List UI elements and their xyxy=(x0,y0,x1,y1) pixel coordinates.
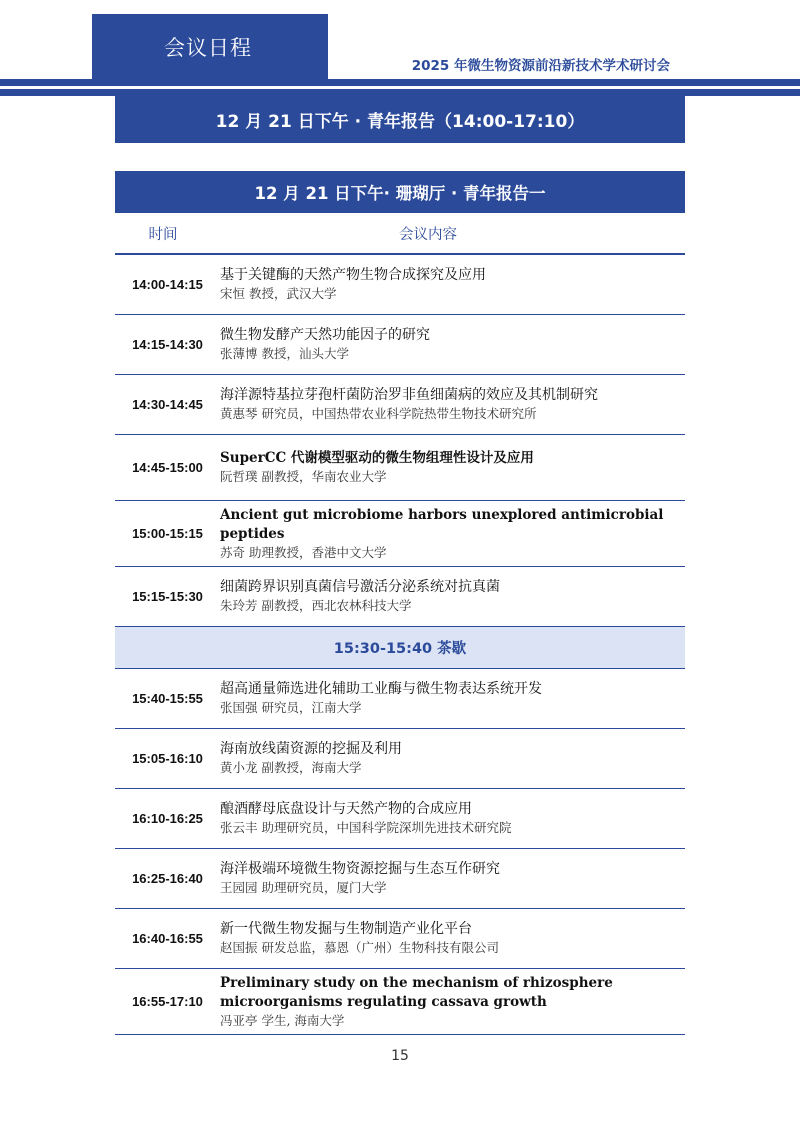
talk-time: 16:10-16:25 xyxy=(132,811,203,826)
tea-break-row: 15:30-15:40 茶歇 xyxy=(115,627,685,669)
event-name: 2025 年微生物资源前沿新技术学术研讨会 xyxy=(411,58,670,74)
talk-time: 14:30-14:45 xyxy=(132,397,203,412)
talk-content xyxy=(220,740,685,777)
talk-title: 海洋极端环境微生物资源挖掘与生态互作研究 xyxy=(220,861,500,877)
talk-speaker: 朱玲芳 副教授，西北农林科技大学 xyxy=(220,598,412,613)
talk-speaker: 黄小龙 副教授，海南大学 xyxy=(220,760,362,775)
table-row xyxy=(115,375,685,435)
talk-speaker: 王园园 助理研究员，厦门大学 xyxy=(220,880,387,895)
talk-speaker: 张国强 研究员，江南大学 xyxy=(220,700,362,715)
talk-content xyxy=(220,578,685,615)
talk-content xyxy=(220,386,685,423)
talk-speaker: 阮哲璞 副教授，华南农业大学 xyxy=(220,469,387,484)
session-title: 12 月 21 日下午· 珊瑚厅 · 青年报告一 xyxy=(115,171,685,213)
talk-speaker: 张云丰 助理研究员，中国科学院深圳先进技术研究院 xyxy=(220,820,512,835)
talk-content xyxy=(220,266,685,303)
talk-title: 海洋源特基拉芽孢杆菌防治罗非鱼细菌病的效应及其机制研究 xyxy=(220,387,598,403)
talk-title: 微生物发酵产天然功能因子的研究 xyxy=(220,327,430,343)
talk-content xyxy=(220,860,685,897)
table-row xyxy=(115,849,685,909)
table-row xyxy=(115,435,685,501)
talk-speaker: 赵国振 研发总监，慕恩（广州）生物科技有限公司 xyxy=(220,940,499,955)
talk-title: SuperCC 代谢模型驱动的微生物组理性设计及应用 xyxy=(220,450,534,466)
section-tab-label: 会议日程 xyxy=(164,36,252,60)
table-row xyxy=(115,315,685,375)
talk-time: 15:40-15:55 xyxy=(132,691,203,706)
talk-content xyxy=(220,920,685,957)
talk-speaker: 张薄博 教授，汕头大学 xyxy=(220,346,349,361)
talk-title: Preliminary study on the mechanism of rhizosphere microorganisms regulating cassava growth xyxy=(220,974,613,1010)
talk-content xyxy=(220,449,685,486)
column-header-time: 时间 xyxy=(148,226,178,243)
talk-time: 16:40-16:55 xyxy=(132,931,203,946)
talk-title: 新一代微生物发掘与生物制造产业化平台 xyxy=(220,921,472,937)
talk-title: Ancient gut microbiome harbors unexplored antimicrobial peptides xyxy=(220,506,664,542)
column-header-content: 会议内容 xyxy=(399,226,457,243)
table-header xyxy=(115,213,685,255)
table-row xyxy=(115,969,685,1035)
talk-title: 酿酒酵母底盘设计与天然产物的合成应用 xyxy=(220,801,472,817)
talk-time: 14:15-14:30 xyxy=(132,337,203,352)
talk-title: 超高通量筛选进化辅助工业酶与微生物表达系统开发 xyxy=(220,681,542,697)
talk-speaker: 冯亚亭 学生, 海南大学 xyxy=(220,1012,345,1028)
table-row xyxy=(115,567,685,627)
schedule-table xyxy=(115,213,685,1035)
table-row xyxy=(115,255,685,315)
section-banner: 12 月 21 日下午 · 青年报告（14:00-17:10） xyxy=(115,96,685,143)
talk-content xyxy=(220,326,685,363)
talk-content xyxy=(220,506,685,562)
talk-title: 海南放线菌资源的挖掘及利用 xyxy=(220,741,402,757)
section-tab xyxy=(92,14,328,80)
table-row xyxy=(115,669,685,729)
talk-time: 15:00-15:15 xyxy=(132,526,203,541)
talk-title: 基于关键酶的天然产物生物合成探究及应用 xyxy=(220,267,486,283)
table-row xyxy=(115,729,685,789)
talk-time: 15:15-15:30 xyxy=(132,589,203,604)
talk-speaker: 黄惠琴 研究员，中国热带农业科学院热带生物技术研究所 xyxy=(220,406,537,421)
header-stripe-bottom xyxy=(0,89,800,96)
table-row xyxy=(115,909,685,969)
talk-content xyxy=(220,800,685,837)
table-row xyxy=(115,501,685,567)
talk-content xyxy=(220,974,685,1030)
page-number: 15 xyxy=(391,1048,409,1064)
talk-time: 15:05-16:10 xyxy=(132,751,203,766)
talk-speaker: 苏奇 助理教授，香港中文大学 xyxy=(220,544,387,560)
talk-time: 16:25-16:40 xyxy=(132,871,203,886)
table-row xyxy=(115,789,685,849)
talk-time: 14:00-14:15 xyxy=(132,277,203,292)
talk-content xyxy=(220,680,685,717)
talk-time: 16:55-17:10 xyxy=(132,994,203,1009)
header-stripe-top xyxy=(0,79,800,86)
talk-title: 细菌跨界识别真菌信号激活分泌系统对抗真菌 xyxy=(220,579,500,595)
talk-speaker: 宋恒 教授，武汉大学 xyxy=(220,286,337,301)
talk-time: 14:45-15:00 xyxy=(132,460,203,475)
